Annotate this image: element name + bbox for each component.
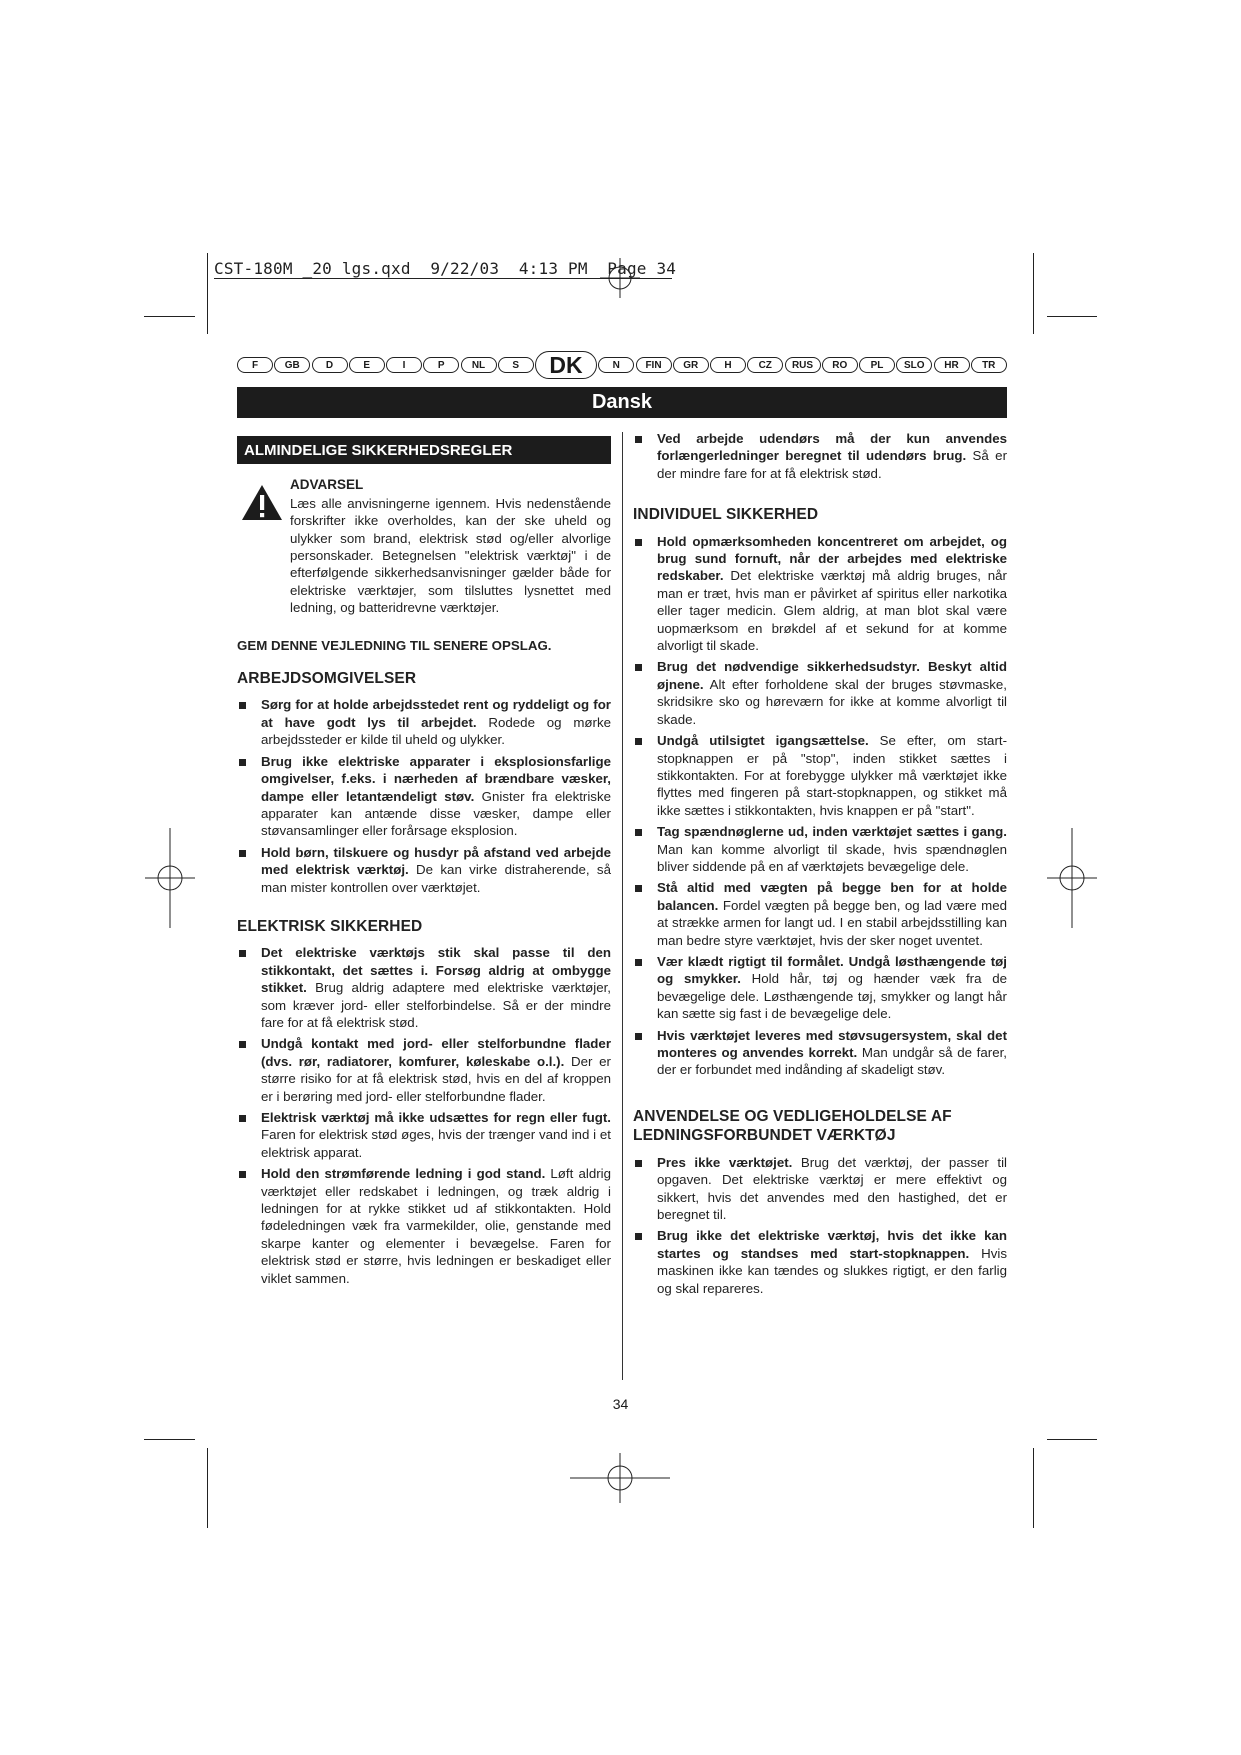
language-tab-f[interactable]: F <box>237 357 273 373</box>
list-item <box>237 944 611 1031</box>
warning-block <box>237 476 611 616</box>
electrical-safety-heading: ELEKTRISK SIKKERHED <box>237 917 423 935</box>
registration-mark-right-icon <box>1047 828 1097 928</box>
list-item-lead: Hold børn, tilskuere og husdyr på afstand ved arbejde med elektrisk værktøj. <box>261 844 611 878</box>
list-item-text: Rodede og mørke arbejdssteder er kilde til uheld og ulykker. <box>261 714 611 748</box>
registration-mark-bottom-icon <box>570 1453 670 1503</box>
list-item-text: De kan virke distraherende, så man mister kontrollen over værktøjet. <box>261 862 611 895</box>
language-tab-fin[interactable]: FIN <box>636 357 672 373</box>
list-item <box>633 879 1007 949</box>
list-item <box>237 1165 611 1287</box>
language-tab-d[interactable]: D <box>312 357 348 373</box>
slug-underline <box>214 278 672 279</box>
column-divider <box>622 432 623 1380</box>
section-title: Dansk <box>591 391 653 413</box>
list-item-lead: Hvis værktøjet leveres med støvsugersystem, skal det monteres og anvendes korrekt. <box>657 1027 1007 1060</box>
language-tab-pl[interactable]: PL <box>859 357 895 373</box>
list-item-lead: Brug ikke elektriske apparater i eksplosionsfarlige omgivelser, f.eks. i nærheden af brændbare væsker, dampe eller letantændeligt støv. <box>261 753 611 804</box>
list-item-lead: Det elektriske værktøjs stik skal passe til den stikkontakt, det sættes i. Forsøg aldrig at ombygge stikket. <box>261 945 611 996</box>
list-item <box>633 533 1007 655</box>
list-item-lead: Tag spændnøglerne ud, inden værktøjet sættes i gang. <box>657 824 1007 840</box>
list-item-lead: Undgå utilsigtet igangsættelse. <box>657 733 869 749</box>
list-item-text: Det elektriske værktøj må aldrig bruges, når man er træt, hvis man er påvirket af spiritus eller narkotika eller tager medicin. Glem aldrig, at man blot skal være uopmærksom en brøkdel af et sekund for at komme alvorligt til skade. <box>657 568 1007 654</box>
list-item-text: Brug det værktøj, der passer til opgaven. Det elektriske værktøj er mere effektivt og sikkert, hvis det anvendes med den hastighed, det er beregnet til. <box>657 1154 1008 1223</box>
list-item <box>237 1035 611 1105</box>
registration-mark-left-icon <box>145 828 195 928</box>
crop-mark <box>207 1448 208 1528</box>
crop-mark <box>1047 1439 1097 1440</box>
list-item-lead: Pres ikke værktøjet. <box>657 1154 793 1170</box>
use-care-list <box>633 1154 1007 1297</box>
crop-mark <box>207 253 208 334</box>
list-item-text: Alt efter forholdene skal der bruges støvmaske, skridsikre sko og høreværn for ikke at komme alvorligt til skade. <box>657 676 1007 727</box>
list-item <box>633 823 1007 875</box>
list-item <box>237 753 611 840</box>
warning-triangle-icon <box>241 484 283 522</box>
language-tab-ro[interactable]: RO <box>822 357 858 373</box>
personal-safety-list <box>633 533 1007 1079</box>
warning-text: Læs alle anvisningerne igennem. Hvis nedenstående forskrifter ikke overholdes, kan der ske uheld og ulykker som brand, elektrisk stød og/eller alvorlige personskader. Betegnelsen "elektrisk værktøj" i de efterfølgende sikkerhedsanvisninger gælder både for elektriske værktøjer, som tilsluttes lysnettet med ledning, og batteridrevne værktøjer. <box>290 495 611 616</box>
list-item-lead: Brug det nødvendige sikkerhedsudstyr. Beskyt altid øjnene. <box>657 659 1007 692</box>
list-item-text: Man undgår så de farer, der er forbundet med indånding af skadeligt støv. <box>657 1045 1007 1078</box>
list-item <box>237 844 611 896</box>
language-tab-rus[interactable]: RUS <box>785 357 821 373</box>
list-item-text: Hold hår, tøj og hænder væk fra de bevægelige dele. Løsthængende tøj, smykker og langt hår kan sætte sig fast i de bevægelige dele. <box>657 971 1008 1022</box>
personal-safety-heading: INDIVIDUEL SIKKERHED <box>633 506 819 524</box>
list-item-text: Så er der mindre fare for at få elektrisk stød. <box>657 448 1007 481</box>
language-tab-n[interactable]: N <box>598 357 634 373</box>
electrical-safety-list <box>237 944 611 1287</box>
list-item <box>633 953 1007 1023</box>
file-slug: CST-180M _20 lgs.qxd 9/22/03 4:13 PM Page 34 <box>214 259 677 278</box>
list-item-lead: Ved arbejde udendørs må der kun anvendes forlængerledninger beregnet til udendørs brug. <box>657 431 1007 464</box>
language-tab-h[interactable]: H <box>710 357 746 373</box>
language-tab-gr[interactable]: GR <box>673 357 709 373</box>
list-item <box>633 1027 1007 1079</box>
crop-mark <box>144 316 195 317</box>
use-care-heading: ANVENDELSE OG VEDLIGEHOLDELSE AF LEDNINGSFORBUNDET VÆRKTØJ <box>633 1107 952 1144</box>
list-item-lead: Hold den strømførende ledning i god stand. <box>261 1166 546 1182</box>
page-number: 34 <box>612 1396 629 1412</box>
language-tab-gb[interactable]: GB <box>274 357 310 373</box>
list-item-lead: Brug ikke det elektriske værktøj, hvis det ikke kan startes og standses med start-stopknappen. <box>657 1228 1007 1261</box>
left-column <box>237 436 611 1309</box>
language-tab-dk[interactable]: DK <box>535 351 597 379</box>
list-item-text: Man kan komme alvorligt til skade, hvis spændnøglen bliver siddende på en af værktøjets bevægelige dele. <box>657 841 1007 874</box>
crop-mark <box>1033 253 1034 334</box>
list-item <box>633 1154 1007 1224</box>
language-tab-e[interactable]: E <box>349 357 385 373</box>
general-safety-heading: ALMINDELIGE SIKKERHEDSREGLER <box>237 436 611 464</box>
list-item-lead: Vær klædt rigtigt til formålet. Undgå løsthængende tøj og smykker. <box>657 953 1007 987</box>
work-area-list <box>237 696 611 895</box>
list-item <box>633 430 1007 482</box>
language-tab-p[interactable]: P <box>423 357 459 373</box>
language-tab-i[interactable]: I <box>386 357 422 373</box>
crop-mark <box>1047 316 1097 317</box>
list-item-text: Gnister fra elektriske apparater kan antænde disse væsker, dampe eller støvansamlinger eller forårsage eksplosion. <box>261 788 611 839</box>
list-item <box>237 696 611 748</box>
keep-instructions-note: GEM DENNE VEJLEDNING TIL SENERE OPSLAG. <box>237 637 552 653</box>
crop-mark <box>144 1439 195 1440</box>
list-item-text: Fordel vægten på begge ben, og lad være med at strække armen for langt ud. I en stabil arbejdsstilling kan man bedre styre værktøjet, hvis der sker noget uventet. <box>657 897 1007 948</box>
language-tab-nl[interactable]: NL <box>461 357 497 373</box>
outdoor-list <box>633 430 1007 482</box>
language-bar <box>237 350 1007 380</box>
list-item-text: Løft aldrig værktøjet eller redskabet i ledningen, og træk aldrig i ledningen for at rykke stikket ud af stikkontakten. Hold fødeledningen væk fra varmekilder, olie, genstande med skarpe kanter og elementer i bevægelse. Faren for elektrisk stød er større, hvis ledningen er beskadiget eller viklet sammen. <box>261 1166 611 1286</box>
right-column <box>633 430 1007 1319</box>
warning-title: ADVARSEL <box>290 477 364 493</box>
list-item-text: Der er større risiko for at få elektrisk stød, hvis en del af kroppen er i berøring med jord- eller stelforbundne flader. <box>261 1053 611 1104</box>
list-item <box>237 1109 611 1161</box>
list-item-text: Hvis maskinen ikke kan tændes og slukkes rigtigt, er den farlig og skal repareres. <box>657 1245 1007 1296</box>
section-title-band <box>237 387 1007 418</box>
language-tab-cz[interactable]: CZ <box>747 357 783 373</box>
list-item <box>633 658 1007 728</box>
crop-mark <box>1033 1448 1034 1528</box>
list-item <box>633 1227 1007 1297</box>
language-tab-s[interactable]: S <box>498 357 534 373</box>
language-tab-tr[interactable]: TR <box>971 357 1007 373</box>
language-tab-slo[interactable]: SLO <box>896 357 932 373</box>
list-item-text: Se efter, om start-stopknappen er på "stop", inden stikket sættes i stikkontakten. For at forebygge ulykker må værktøjet ikke flyttes med fingeren på start-stopknappen, og stikket må ikke sættes i stikkontakten, hvis knappen er på "start". <box>657 733 1007 818</box>
list-item-lead: Sørg for at holde arbejdsstedet rent og ryddeligt og for at have godt lys til arbejdet. <box>261 697 611 730</box>
list-item-lead: Elektrisk værktøj må ikke udsættes for regn eller fugt. <box>261 1110 611 1125</box>
list-item-lead: Undgå kontakt med jord- eller stelforbundne flader (dvs. rør, radiatorer, komfurer, køleskabe o.l.). <box>261 1036 611 1069</box>
language-tab-hr[interactable]: HR <box>934 357 970 373</box>
work-area-heading: ARBEJDSOMGIVELSER <box>237 670 417 688</box>
list-item-text: Brug aldrig adaptere med elektriske værktøjer, som kræver jord- eller stelforbindelse. Så er der mindre fare for at få elektrisk stød. <box>261 980 611 1030</box>
list-item-text: Faren for elektrisk stød øges, hvis der trænger vand ind i et elektrisk apparat. <box>261 1127 611 1160</box>
list-item-lead: Stå altid med vægten på begge ben for at holde balancen. <box>657 880 1007 913</box>
list-item-lead: Hold opmærksomheden koncentreret om arbejdet, og brug sund fornuft, når der arbejdes med elektriske redskaber. <box>657 533 1007 584</box>
list-item <box>633 732 1007 819</box>
